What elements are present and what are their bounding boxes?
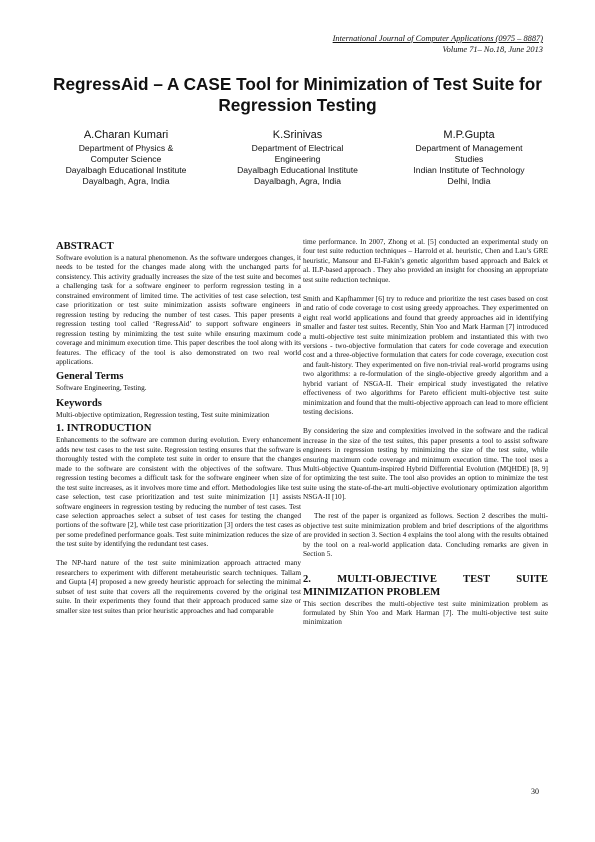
author-1 [46,128,206,187]
author-name: A.Charan Kumari [83,129,169,141]
author-affiliation-line: Engineering [274,154,321,164]
general-terms-heading: General Terms [56,371,124,383]
left-column [56,240,301,615]
abstract-text: Software evolution is a natural phenomenon. As the software undergoes changes, it needs to be tested for the changes made along with the unchanged parts for consistency. This activity gradually increases the size of the test suite and becomes a challenging task for a software engineer to perform regression testing in a constrained environment of limited time. The activities of test case selection, test case prioritization or test suite minimization assists software engineers in regression testing by reducing the number of test cases. This paper presents a regression testing tool called ‘RegressAid’ to support software engineers in regression testing by minimizing the test suite while ensuring maximum code coverage and minimum execution time. This paper describes the tool along with its features. The efficacy of the tool is also demonstrated on two real world applications. [56,253,301,366]
author-affiliation-line: Indian Institute of Technology [413,165,525,175]
introduction-paragraph: Enhancements to the software are common during evolution. Every enhancement adds new test cases to the test suite. Regression testing ensures that the software is thoroughly tested with the complete test suite in order to ensure that the changes made to the software are consistent with the objectives of the software. Thus regression testing becomes a difficult task for the software engineer when size of the test suite increases, as it involves more time and effort. Methodologies like test case selection, test case prioritization and test suite minimization [1] assists software engineers in regression testing by reducing the number of test cases. Test case selection approaches select a subset of test cases for testing the changed portions of the software [2], while test case prioritization [3] orders the test cases as per some predefined performance goals. Test suite minimization reduces the size of the test suite by identifying the redundant test cases. [56,435,301,549]
paper-title: RegressAid – A CASE Tool for Minimization of Test Suite for Regression Testing [53,74,542,115]
author-affiliation-line: Dayalbagh Educational Institute [65,165,187,175]
body-paragraph: time performance. In 2007, Zhong et al. [5] conducted an experimental study on four test suite reduction techniques – Harrold et al. heuristic, Chen and Lau’s GRE heuristic, Mansour and El-Fakin’s genetic algorithm based approach and Balck et al. ILP-based approach . They also provided an insight for choosing an appropriate test suite reduction technique. [303,237,548,284]
right-column [303,237,548,627]
body-paragraph: By considering the size and complexities involved in the software and the radical increase in the size of the test suites, this paper presents a tool to assist software engineers in regression testing by minimizing the size of the test suite, while ensuring maximum code coverage and minimum execution time. The tool uses a Multi-objective Quantum-inspired Hybrid Differential Evolution (MQHDE) [8, 9] for optimizing the test suite. The tool also provides an option to minimize the test suite using the state-of-the-art multi-objective evolutionary optimization algorithm NSGA-II [10]. [303,426,548,502]
author-affiliation-line: Department of Physics & [78,143,174,153]
author-affiliation-line: Computer Science [90,154,162,164]
author-affiliation-line: Delhi, India [447,176,491,186]
author-3 [389,128,549,187]
author-affiliation-line: Dayalbagh Educational Institute [237,165,358,175]
author-block [46,128,549,187]
author-name: M.P.Gupta [443,129,495,141]
introduction-heading: 1. INTRODUCTION [56,423,152,435]
keywords-heading: Keywords [56,397,102,409]
author-name: K.Srinivas [272,129,323,141]
abstract-heading: ABSTRACT [56,241,114,252]
body-paragraph: The rest of the paper is organized as follows. Section 2 describes the multi-objective test suite minimization problem and brief descriptions of the algorithms are provided in section 3. Section 4 explains the tool along with the results obtained by the tool on a real-world application data. Concluding remarks are given in Section 5. [303,511,548,559]
journal-header [243,33,543,55]
author-affiliation-line: Dayalbagh, Agra, India [82,176,170,186]
author-affiliation-line: Department of Electrical [251,143,344,153]
journal-name: International Journal of Computer Applications (0975 – 8887) [332,34,543,43]
keywords-text: Multi-objective optimization, Regression testing, Test suite minimization [56,409,270,419]
journal-volume: Volume 71– No.18, June 2013 [442,45,543,54]
author-affiliation-line: Studies [454,154,484,164]
section-2-paragraph: This section describes the multi-objective test suite minimization problem as formulated by Shin Yoo and Mark Harman [7]. The multi-objective test suite minimization [303,598,548,627]
section-2-heading: 2. MULTI-OBJECTIVE TEST SUITE MINIMIZATION PROBLEM [303,573,548,598]
page-number: 30 [531,787,539,796]
general-terms-text: Software Engineering, Testing. [56,383,147,393]
introduction-paragraph: The NP-hard nature of the test suite minimization approach attracted many researchers to experiment with different metaheuristic search techniques. Tallam and Gupta [4] proposed a new greedy heuristic approach for selecting the minimal subset of test suite that covers all the requirements covered by the original test suite. In their experiments they found that their approach produced same size or smaller size test suites than prior heuristic approaches and had comparable [56,558,301,615]
author-affiliation-line: Dayalbagh, Agra, India [254,176,341,186]
body-paragraph: Smith and Kapfhammer [6] try to reduce and prioritize the test cases based on cost and ratio of code coverage to cost using greedy approaches. They experimented on eight real world applications and found that greedy approaches aid in identifying smaller and faster test suites. Recently, Shin Yoo and Mark Harman [7] introduced a multi-objective test suite minimization problem and instantiated this with two versions - two-objective formulation that caters for code coverage and execution cost and a three-objective formulation that caters for code coverage, execution cost and fault-history. They experimented on five non-trivial real-world programs using two algorithms: a re-formulation of the single-objective greedy algorithm and a hybrid variant of NSGA-II. Their empirical study investigated the relative effectiveness of two algorithms for Pareto efficient multi-objective test suite minimization and found that the multi-objective approach can lead to more efficient testing decisions. [303,293,548,417]
author-affiliation-line: Department of Management [415,143,523,153]
author-2 [218,128,378,187]
